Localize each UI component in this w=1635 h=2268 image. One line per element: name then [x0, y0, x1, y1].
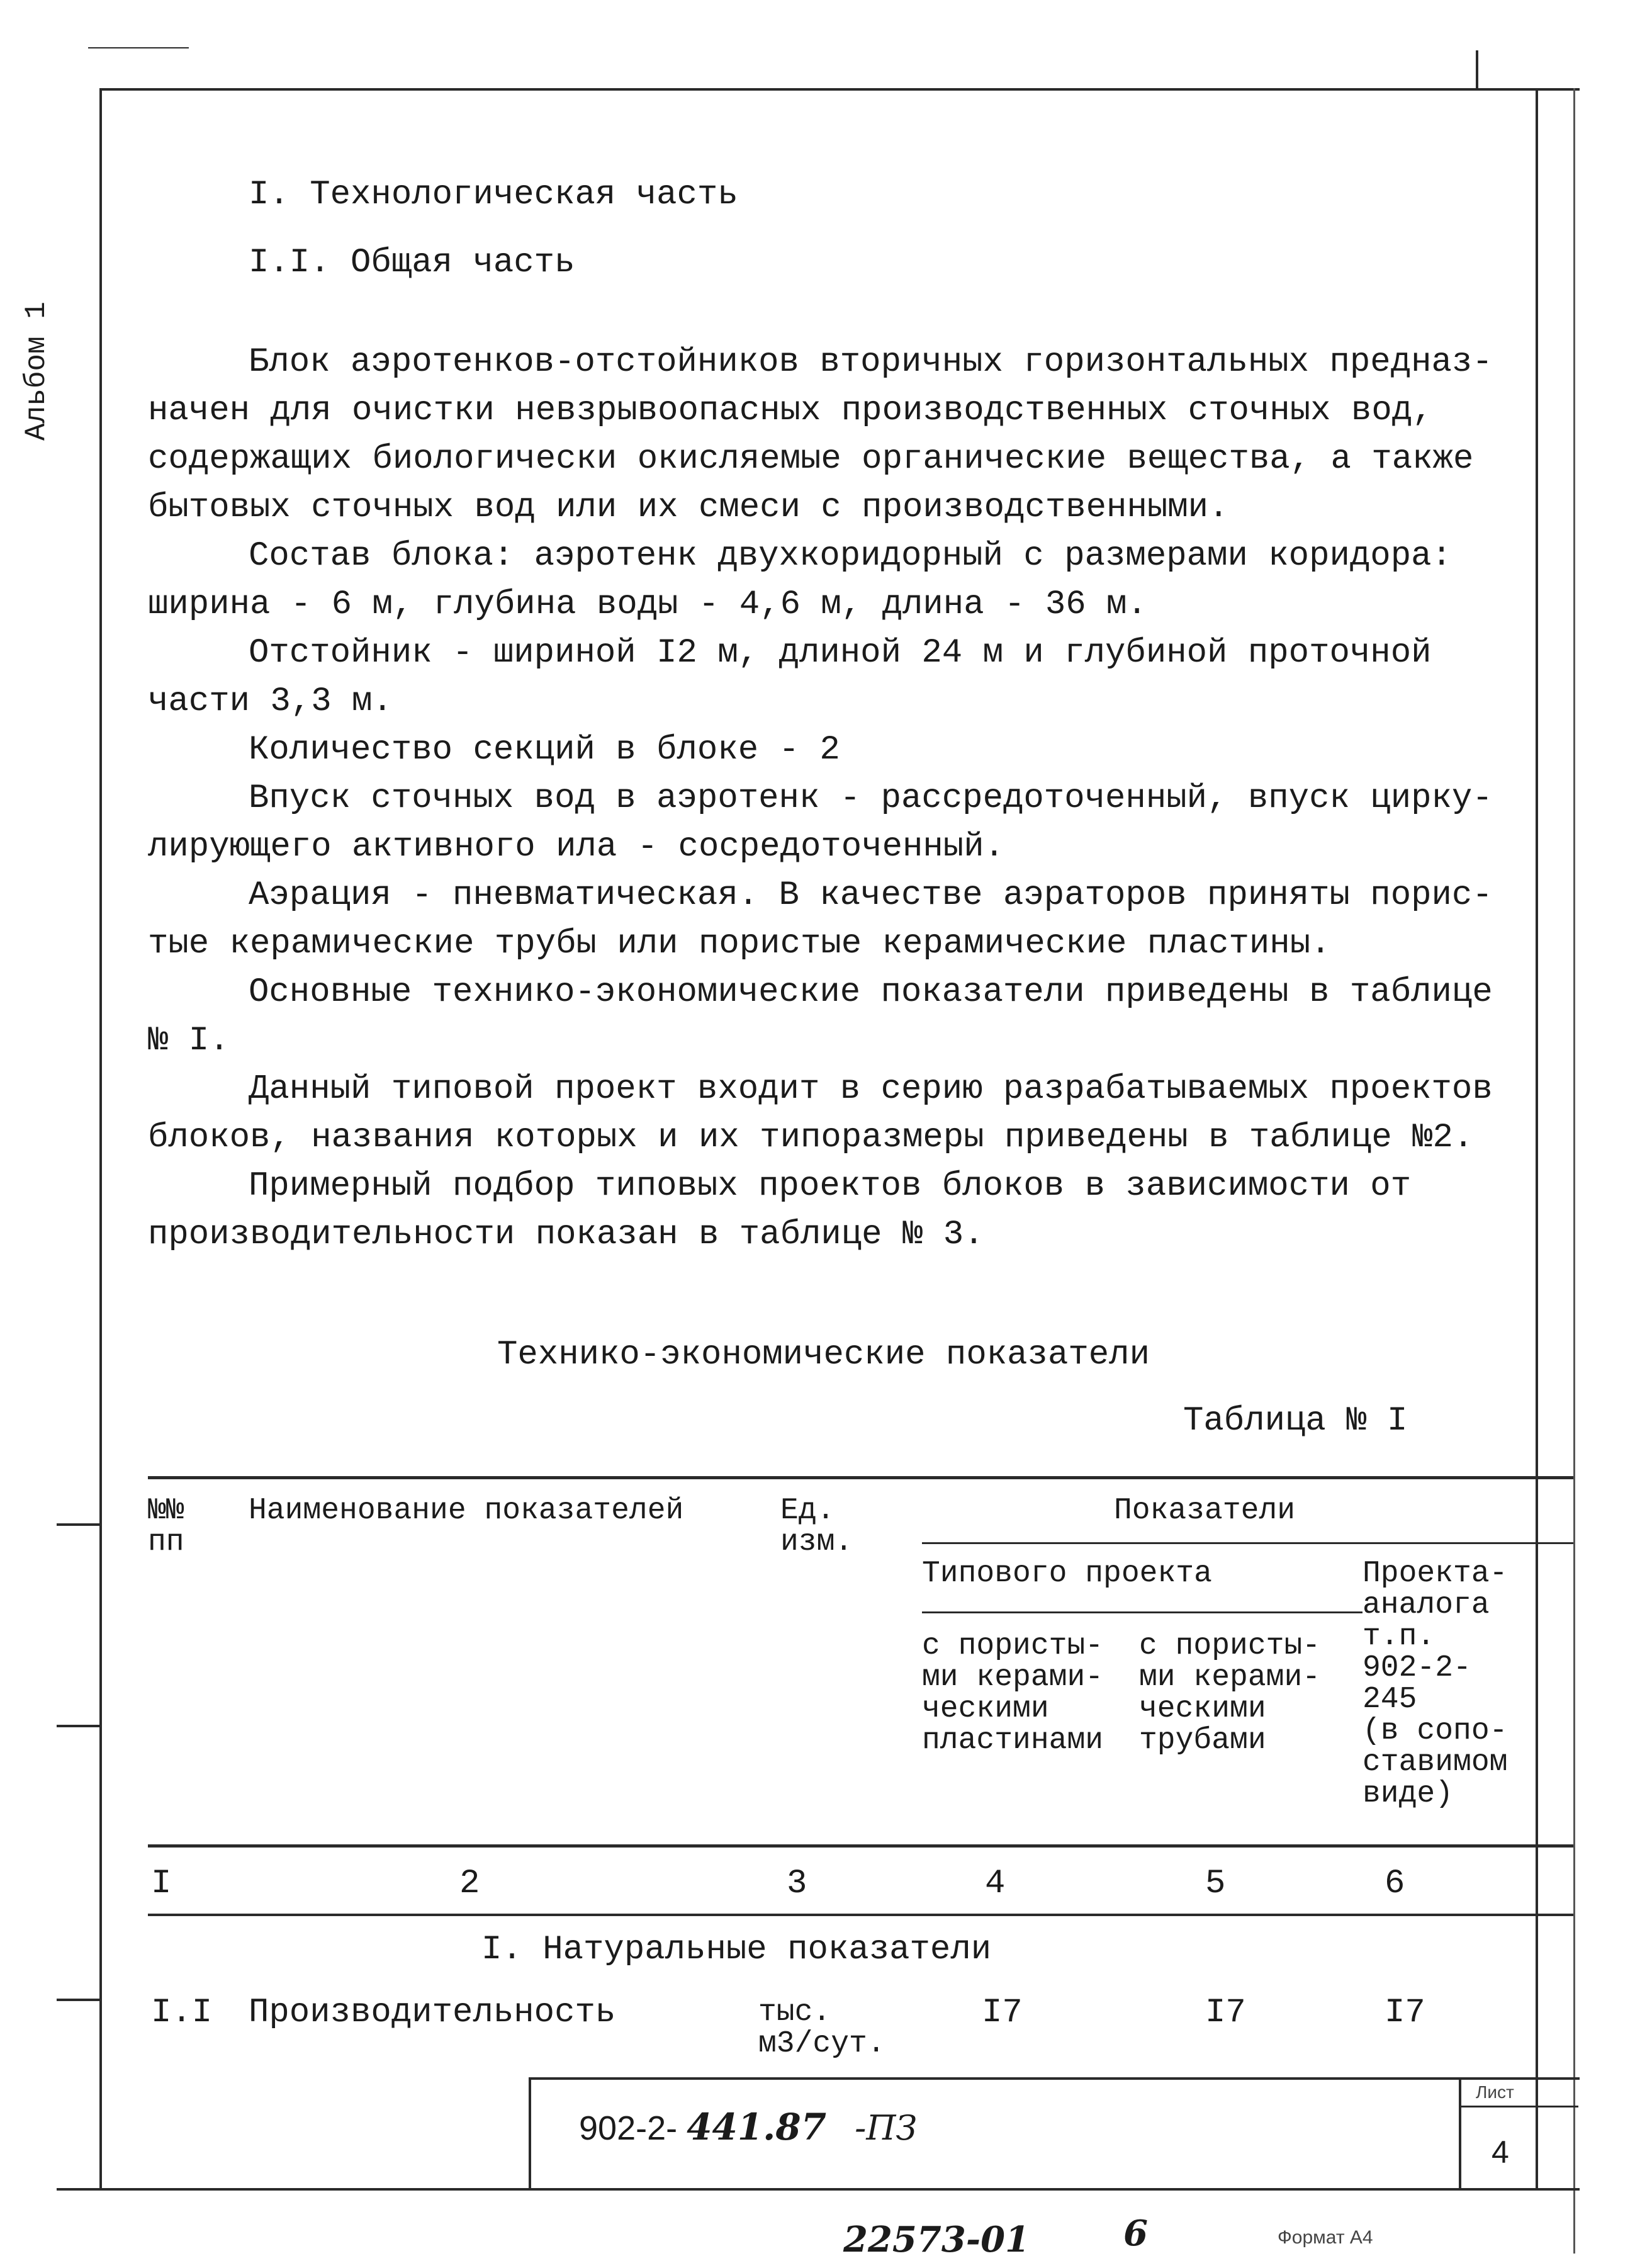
drawing-code-handwritten: 441.87: [687, 2106, 827, 2148]
header-tubes-line: с пористы-: [1139, 1629, 1321, 1663]
text-line: ширина - 6 м, глубина воды - 4,6 м, длина - 36 м.: [148, 585, 1147, 624]
drawing-code-printed: 902-2-: [579, 2109, 678, 2147]
header-analog-line: аналога: [1362, 1588, 1490, 1622]
drawing-code-suffix: -ПЗ: [855, 2108, 918, 2148]
header-analog-line: ставимом: [1362, 1746, 1508, 1780]
header-plates: [922, 1630, 1103, 1756]
row-name: Производительность: [249, 1994, 616, 2032]
header-bottom-rule: [148, 1844, 1573, 1848]
header-analog-line: т.п.: [1362, 1620, 1436, 1654]
col-number: 6: [1385, 1865, 1405, 1903]
col-number: 2: [459, 1865, 480, 1903]
text-line: Аэрация - пневматическая. В качестве аэраторов приняты порис-: [249, 876, 1493, 915]
format-label: Формат А4: [1278, 2227, 1373, 2248]
frame-top: [99, 88, 1580, 91]
text-line: лирующего активного ила - сосредоточенный.: [148, 828, 1005, 866]
header-tubes-line: ми керами-: [1139, 1661, 1321, 1695]
subsection-title: I.I. Общая часть: [249, 244, 575, 282]
binding-tick: [57, 1523, 102, 1526]
header-num: [148, 1495, 184, 1558]
table-number: Таблица № I: [1183, 1402, 1408, 1440]
text-line: блоков, названия которых и их типоразмеры приведены в таблице №2.: [148, 1119, 1474, 1157]
header-analog: [1362, 1558, 1507, 1810]
header-plates-line: ческими: [922, 1692, 1049, 1726]
corner-mark: [88, 47, 189, 48]
header-tubes-line: трубами: [1139, 1724, 1266, 1757]
row-unit-line: м3/сут.: [758, 2027, 885, 2061]
row-unit-line: тыс.: [758, 1995, 831, 2029]
header-tubes-line: ческими: [1139, 1692, 1266, 1726]
text-line: бытовых сточных вод или их смеси с производственными.: [148, 488, 1229, 527]
row-value-tubes: I7: [1205, 1994, 1246, 2032]
stamp-left: [529, 2077, 531, 2191]
header-unit-line: изм.: [780, 1525, 853, 1559]
header-name: Наименование показателей: [249, 1494, 684, 1528]
header-analog-line: (в сопо-: [1362, 1714, 1508, 1748]
frame-outer-right: [1573, 88, 1575, 2254]
table-caption: Технико-экономические показатели: [497, 1336, 1150, 1374]
col-number: 5: [1205, 1865, 1226, 1903]
text-line: Основные технико-экономические показатели приведены в таблице: [249, 973, 1493, 1012]
frame-right: [1536, 88, 1538, 2191]
sheet-label: Лист: [1476, 2082, 1514, 2102]
row-value-plates: I7: [982, 1994, 1023, 2032]
header-plates-line: ми керами-: [922, 1661, 1104, 1695]
footer-page: 6: [1123, 2213, 1148, 2254]
table-top-rule: [148, 1476, 1573, 1479]
stamp-sheet-rule: [1459, 2106, 1578, 2107]
section-title: I. Технологическая часть: [249, 176, 738, 214]
text-line: Впуск сточных вод в аэротенк - рассредоточенный, впуск цирку-: [249, 779, 1493, 818]
text-line: № I.: [148, 1022, 230, 1060]
text-line: начен для очистки невзрывоопасных производственных сточных вод,: [148, 392, 1433, 430]
row-num: I.I: [151, 1994, 213, 2032]
colnum-bottom-rule: [148, 1914, 1573, 1916]
inventory-number: 22573-01: [843, 2219, 1030, 2260]
header-analog-line: Проекта-: [1362, 1557, 1508, 1591]
header-num-line: пп: [148, 1525, 184, 1559]
header-typical: Типового проекта: [922, 1557, 1212, 1591]
text-line: Количество секций в блоке - 2: [249, 731, 840, 769]
frame-left: [99, 88, 102, 2191]
drawing-code: [579, 2106, 917, 2148]
col-number: 4: [985, 1865, 1006, 1903]
binding-tick: [57, 1999, 102, 2001]
corner-tick: [1476, 50, 1478, 88]
header-unit: [780, 1495, 853, 1558]
row-unit: [758, 1997, 885, 2060]
frame-bottom: [57, 2188, 1580, 2191]
header-tubes: [1139, 1630, 1320, 1756]
text-line: Состав блока: аэротенк двухкоридорный с размерами коридора:: [249, 537, 1452, 575]
header-analog-line: виде): [1362, 1777, 1454, 1811]
side-label: Альбом 1: [20, 302, 53, 441]
header-analog-line: 902-2-: [1362, 1651, 1471, 1685]
header-indicators: Показатели: [1114, 1494, 1296, 1528]
binding-tick: [57, 1725, 102, 1727]
text-line: Блок аэротенков-отстойников вторичных горизонтальных предназ-: [249, 343, 1493, 381]
text-line: тые керамические трубы или пористые керамические пластины.: [148, 925, 1331, 963]
stamp-divider: [1459, 2077, 1461, 2191]
text-line: части 3,3 м.: [148, 682, 393, 721]
row-value-analog: I7: [1385, 1994, 1425, 2032]
typical-rule: [922, 1611, 1362, 1613]
text-line: Примерный подбор типовых проектов блоков в зависимости от: [249, 1167, 1412, 1205]
col-number: I: [151, 1865, 172, 1903]
col-number: 3: [787, 1865, 807, 1903]
sheet-number: 4: [1492, 2135, 1509, 2170]
header-analog-line: 245: [1362, 1683, 1417, 1717]
text-line: Данный типовой проект входит в серию разрабатываемых проектов: [249, 1070, 1493, 1109]
header-num-line: №№: [148, 1494, 184, 1528]
header-plates-line: с пористы-: [922, 1629, 1104, 1663]
stamp-top: [529, 2077, 1580, 2080]
text-line: содержащих биологически окисляемые органические вещества, а также: [148, 440, 1474, 478]
indicators-rule: [922, 1542, 1573, 1544]
header-plates-line: пластинами: [922, 1724, 1104, 1757]
group-title: I. Натуральные показатели: [481, 1931, 992, 1969]
text-line: Отстойник - шириной I2 м, длиной 24 м и глубиной проточной: [249, 634, 1432, 672]
header-unit-line: Ед.: [780, 1494, 835, 1528]
text-line: производительности показан в таблице № 3.: [148, 1216, 984, 1254]
